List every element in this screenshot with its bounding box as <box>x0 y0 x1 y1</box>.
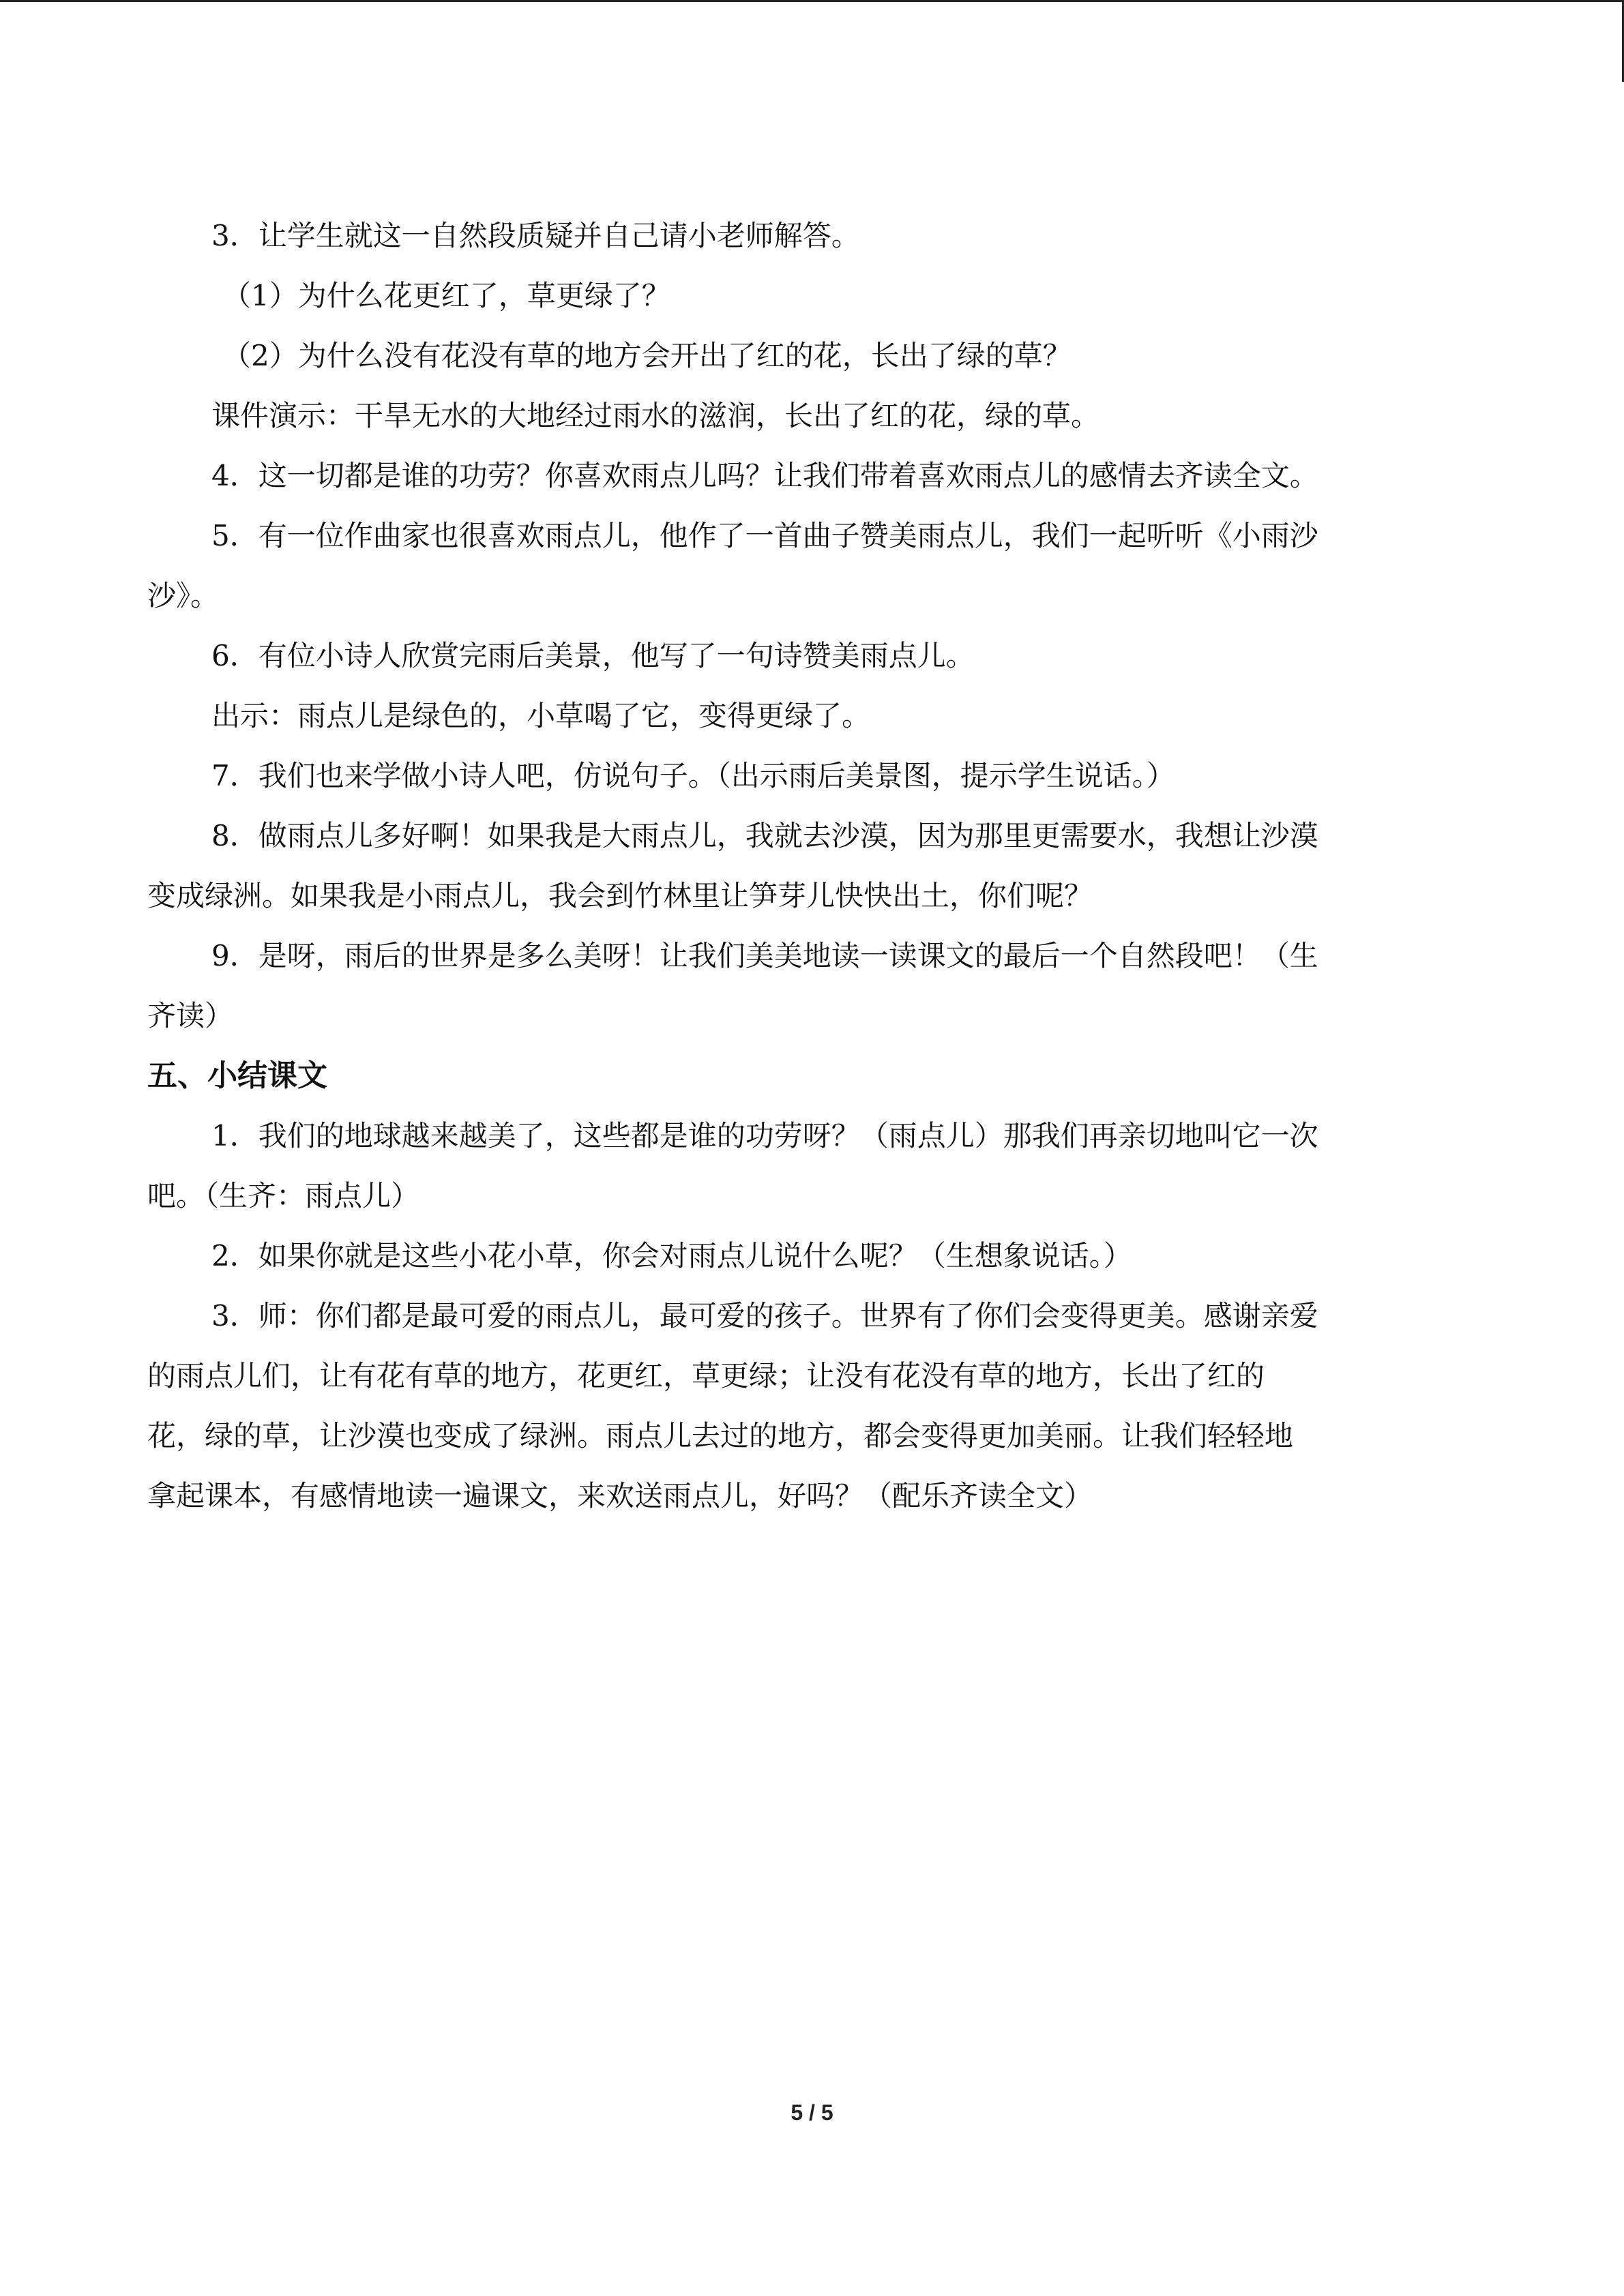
summary-3-paragraph: 3．师：你们都是最可爱的雨点儿，最可爱的孩子。世界有了你们会变得更美。感谢亲爱 <box>211 1299 1318 1332</box>
step-7-paragraph: 7．我们也来学做小诗人吧，仿说句子。（出示雨后美景图，提示学生说话。） <box>211 759 1175 792</box>
step-5-continuation: 沙》。 <box>147 579 220 612</box>
step-5-paragraph: 5．有一位作曲家也很喜欢雨点儿，他作了一首曲子赞美雨点儿，我们一起听听《小雨沙 <box>211 519 1318 552</box>
step-6-paragraph: 6．有位小诗人欣赏完雨后美景，他写了一句诗赞美雨点儿。 <box>211 639 975 672</box>
courseware-demo-line: 课件演示：干旱无水的大地经过雨水的滋润，长出了红的花，绿的草。 <box>211 399 1100 432</box>
page-number: 5 / 5 <box>791 2100 833 2125</box>
step-8-paragraph: 8．做雨点儿多好啊！如果我是大雨点儿，我就去沙漠，因为那里更需要水，我想让沙漠 <box>211 819 1318 852</box>
step-9-continuation: 齐读） <box>147 999 234 1032</box>
summary-3-continuation-3: 拿起课本，有感情地读一遍课文，来欢送雨点儿，好吗？（配乐齐读全文） <box>147 1479 1093 1512</box>
step-9-paragraph: 9．是呀，雨后的世界是多么美呀！让我们美美地读一读课文的最后一个自然段吧！（生 <box>211 939 1318 972</box>
question-1-line: （1）为什么花更红了，草更绿了？ <box>222 279 670 312</box>
summary-1-paragraph: 1．我们的地球越来越美了，这些都是谁的功劳呀？（雨点儿）那我们再亲切地叫它一次 <box>211 1119 1318 1152</box>
step-4-paragraph: 4．这一切都是谁的功劳？你喜欢雨点儿吗？让我们带着喜欢雨点儿的感情去齐读全文。 <box>211 459 1318 492</box>
summary-3-continuation-2: 花，绿的草，让沙漠也变成了绿洲。雨点儿去过的地方，都会变得更加美丽。让我们轻轻地 <box>147 1419 1294 1452</box>
summary-2-paragraph: 2．如果你就是这些小花小草，你会对雨点儿说什么呢？（生想象说话。） <box>211 1239 1132 1272</box>
step-8-continuation: 变成绿洲。如果我是小雨点儿，我会到竹林里让笋芽儿快快出土，你们呢？ <box>147 879 1093 912</box>
document-body <box>147 206 1477 1526</box>
top-border-line <box>0 0 1624 2</box>
section-heading: 五、小结课文 <box>147 1058 327 1093</box>
step-3-paragraph: 3．让学生就这一自然段质疑并自己请小老师解答。 <box>211 219 860 252</box>
summary-3-continuation-1: 的雨点儿们，让有花有草的地方，花更红，草更绿；让没有花没有草的地方，长出了红的 <box>147 1359 1265 1392</box>
question-2-line: （2）为什么没有花没有草的地方会开出了红的花，长出了绿的草？ <box>222 339 1072 372</box>
display-line: 出示：雨点儿是绿色的，小草喝了它，变得更绿了。 <box>211 699 871 732</box>
summary-1-continuation: 吧。（生齐：雨点儿） <box>147 1179 420 1212</box>
